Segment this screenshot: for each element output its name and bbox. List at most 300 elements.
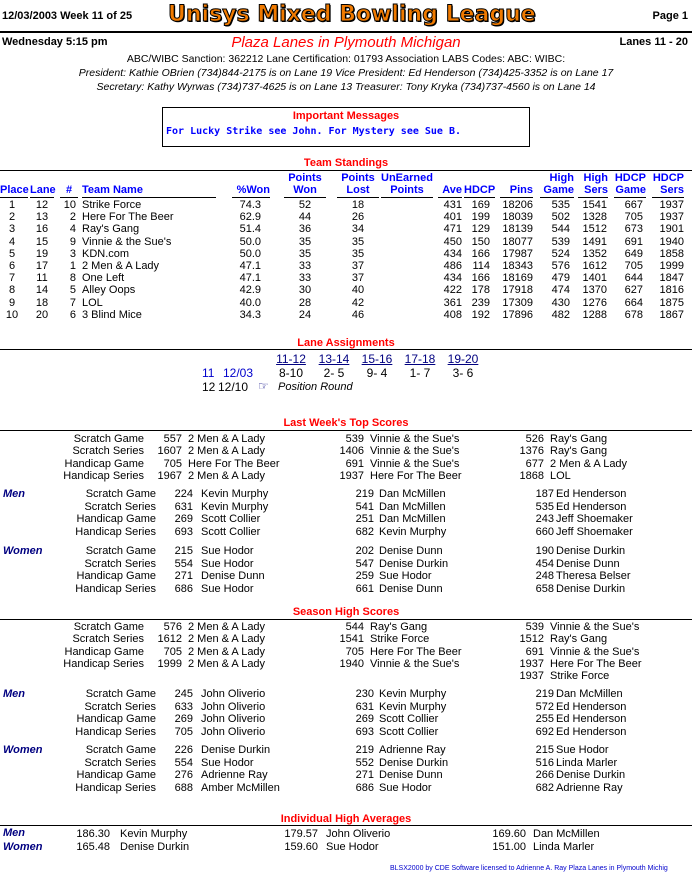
header-pins: Pins <box>509 184 533 196</box>
score-name: Here For The Beer <box>550 657 642 670</box>
cell-hs: 1541 <box>582 199 607 211</box>
header-hdg-top: HDCP <box>614 172 646 184</box>
cell-num: 9 <box>69 235 76 248</box>
score-name: Ed Henderson <box>556 488 627 500</box>
cell-ave: 408 <box>443 308 462 321</box>
header-num: # <box>65 184 73 196</box>
cell-hg: 430 <box>551 296 570 309</box>
cell-hs: 1612 <box>582 260 607 272</box>
women-average-name: Denise Durkin <box>120 841 190 853</box>
cell-hdg: 644 <box>624 272 643 285</box>
messages-text: For Lucky Strike see John. For Mystery see Sue B. <box>166 126 462 137</box>
cell-pins: 17918 <box>502 284 533 297</box>
score-name: Ed Henderson <box>556 500 627 513</box>
cell-lost: 37 <box>351 272 365 285</box>
week-date: 12/03 <box>223 366 254 380</box>
score-value: 187 <box>535 488 554 500</box>
day-time: Wednesday 5:15 pm <box>2 36 108 48</box>
header-hs-top: High <box>583 172 608 184</box>
score-value: 633 <box>174 700 193 713</box>
score-name: Dan McMillen <box>379 488 446 500</box>
score-name: Denise Dunn <box>379 545 443 557</box>
cell-hg: 576 <box>551 260 570 272</box>
cell-pins: 18077 <box>502 235 533 248</box>
men-average-value: 179.57 <box>284 828 318 840</box>
cell-hds: 1999 <box>659 260 684 272</box>
lane-matchup: 8-10 <box>278 366 304 380</box>
cell-won: 28 <box>298 296 312 309</box>
score-name: John Oliverio <box>201 713 266 725</box>
cell-lost: 37 <box>351 260 365 272</box>
score-value: 243 <box>535 513 554 525</box>
score-value: 255 <box>535 713 554 725</box>
lane-pair-header: 15-16 <box>361 352 393 366</box>
cell-hdcp: 166 <box>471 272 490 285</box>
cell-hds: 1867 <box>659 308 684 321</box>
score-name: Dan McMillen <box>379 500 446 513</box>
score-category: Scratch Game <box>85 744 156 756</box>
score-value: 693 <box>355 725 374 738</box>
score-value: 219 <box>535 688 554 700</box>
cell-hdg: 678 <box>624 308 643 321</box>
score-name: Ray's Gang <box>550 633 608 646</box>
cell-pct: 47.1 <box>239 272 261 285</box>
score-value: 1406 <box>339 445 364 458</box>
score-category: Handicap Series <box>63 657 144 670</box>
score-name: Kevin Murphy <box>201 488 269 500</box>
lane-pair-header: 19-20 <box>447 352 479 366</box>
cell-pins: 18343 <box>502 260 533 272</box>
score-value: 557 <box>163 433 182 445</box>
score-category: Handicap Series <box>63 469 144 482</box>
cell-won: 33 <box>298 260 312 272</box>
cell-hdg: 673 <box>624 223 643 236</box>
score-value: 682 <box>355 525 374 538</box>
cell-pins: 17987 <box>502 247 533 260</box>
score-name: Scott Collier <box>379 725 439 738</box>
cell-place: 5 <box>8 247 16 260</box>
score-value: 547 <box>355 557 374 570</box>
score-name: Scott Collier <box>201 513 261 525</box>
header-hs-underline <box>578 197 608 198</box>
score-value: 705 <box>345 645 364 658</box>
score-value: 631 <box>174 500 193 513</box>
cell-num: 8 <box>69 272 76 285</box>
score-category: Handicap Game <box>64 645 144 658</box>
score-name: Vinnie & the Sue's <box>370 657 460 670</box>
cell-ave: 401 <box>443 211 462 224</box>
score-name: Jeff Shoemaker <box>556 513 633 525</box>
cell-ave: 434 <box>443 272 462 285</box>
cell-won: 30 <box>298 284 312 297</box>
score-value: 219 <box>355 744 374 756</box>
software-credit: BLSX2000 by CDE Software licensed to Adrienne A. Ray Plaza Lanes in Plymouth Michig <box>390 865 668 872</box>
header-hdg-underline <box>614 197 646 198</box>
cell-lost: 40 <box>351 284 365 297</box>
cell-place: 6 <box>8 260 16 272</box>
header-won-underline <box>284 197 326 198</box>
header-hg-underline <box>540 197 574 198</box>
cell-won: 52 <box>298 199 312 211</box>
location: Plaza Lanes in Plymouth Michigan <box>231 34 461 51</box>
score-value: 539 <box>525 621 544 633</box>
cell-pins: 18039 <box>502 211 533 224</box>
score-category: Handicap Game <box>76 769 156 781</box>
header-hdg: Game <box>615 184 646 196</box>
header-hds-top: HDCP <box>652 172 684 184</box>
cell-num: 7 <box>69 296 76 309</box>
header-won-top: Points <box>288 172 322 184</box>
score-value: 658 <box>535 582 554 595</box>
cell-lost: 26 <box>351 211 365 224</box>
pointing-hand-icon: ☞ <box>258 379 269 393</box>
score-name: Ed Henderson <box>556 713 627 725</box>
sanction-line: ABC/WIBC Sanction: 362212 Lane Certification: 01793 Association LABS Codes: ABC: WIBC: <box>126 53 566 65</box>
cell-won: 36 <box>298 223 312 236</box>
score-name: Vinnie & the Sue's <box>550 645 640 658</box>
score-value: 202 <box>355 545 374 557</box>
messages-title: Important Messages <box>292 110 400 122</box>
score-category: Handicap Game <box>76 713 156 725</box>
score-name: 2 Men & A Lady <box>550 457 628 470</box>
cell-hdcp: 166 <box>471 247 490 260</box>
score-value: 224 <box>174 488 193 500</box>
cell-hds: 1940 <box>659 235 684 248</box>
score-name: John Oliverio <box>201 688 266 700</box>
women-label: Women <box>3 744 43 756</box>
score-name: Kevin Murphy <box>379 525 447 538</box>
cell-hdcp: 192 <box>471 308 490 321</box>
score-name: Denise Dunn <box>379 769 443 781</box>
standings-rule <box>0 170 692 171</box>
header-rule <box>0 31 692 33</box>
cell-lane: 20 <box>35 308 49 321</box>
averages-title: Individual High Averages <box>280 813 412 825</box>
score-name: Dan McMillen <box>379 513 446 525</box>
last-week-title: Last Week's Top Scores <box>283 417 409 429</box>
header-num-underline <box>60 197 78 198</box>
cell-team: Ray's Gang <box>82 223 140 236</box>
cell-lane: 15 <box>35 235 49 248</box>
page-number: Page 1 <box>652 10 688 22</box>
cell-ave: 361 <box>443 296 462 309</box>
score-name: Amber McMillen <box>201 781 280 794</box>
cell-hdcp: 199 <box>471 211 490 224</box>
cell-hdg: 664 <box>624 296 643 309</box>
cell-lost: 35 <box>351 247 365 260</box>
cell-place: 2 <box>8 211 16 224</box>
score-value: 215 <box>174 545 193 557</box>
cell-won: 44 <box>298 211 312 224</box>
score-value: 541 <box>355 500 374 513</box>
header-hds: Sers <box>660 184 684 196</box>
cell-hg: 524 <box>551 247 570 260</box>
score-name: 2 Men & A Lady <box>188 645 266 658</box>
score-value: 631 <box>355 700 374 713</box>
score-value: 1612 <box>157 633 182 646</box>
cell-team: Here For The Beer <box>82 211 174 224</box>
header-ue: Points <box>390 184 424 196</box>
cell-hdg: 691 <box>624 235 643 248</box>
score-value: 554 <box>174 557 193 570</box>
women-average-name: Linda Marler <box>533 841 595 853</box>
lane-matchup: 1- 7 <box>409 366 431 380</box>
cell-hs: 1352 <box>582 247 607 260</box>
header-hdcp: HDCP <box>464 184 496 196</box>
score-value: 705 <box>174 725 193 738</box>
score-category: Scratch Series <box>84 700 156 713</box>
cell-lost: 34 <box>351 223 365 236</box>
score-name: Denise Durkin <box>556 545 626 557</box>
women-average-value: 159.60 <box>284 841 318 853</box>
cell-hdcp: 114 <box>472 260 490 272</box>
cell-team: KDN.com <box>82 247 130 260</box>
season-title: Season High Scores <box>292 606 400 618</box>
score-category: Handicap Series <box>75 781 156 794</box>
cell-hg: 539 <box>551 235 570 248</box>
header-place-underline <box>0 197 28 198</box>
week-note: Position Round <box>278 381 353 393</box>
header-ave-underline <box>438 197 462 198</box>
cell-hds: 1816 <box>659 284 684 297</box>
score-name: Sue Hodor <box>201 756 254 769</box>
score-name: Ray's Gang <box>550 433 608 445</box>
score-name: Here For The Beer <box>370 469 462 482</box>
women-average-value: 165.48 <box>76 841 110 853</box>
women-label: Women <box>3 545 43 557</box>
header-place: Place <box>0 184 29 196</box>
lane-pair-header: 13-14 <box>318 352 350 366</box>
lane-pair-header: 11-12 <box>276 352 306 366</box>
cell-won: 35 <box>298 235 312 248</box>
score-value: 271 <box>174 570 193 582</box>
score-category: Handicap Series <box>75 525 156 538</box>
lane-pair-header: 17-18 <box>404 352 436 366</box>
cell-hs: 1401 <box>582 272 607 285</box>
cell-place: 1 <box>8 199 16 211</box>
score-value: 1541 <box>339 633 364 646</box>
cell-hds: 1875 <box>659 296 684 309</box>
cell-lane: 17 <box>35 260 49 272</box>
score-name: Denise Durkin <box>556 582 626 595</box>
score-name: Ed Henderson <box>556 700 627 713</box>
score-value: 686 <box>355 781 374 794</box>
score-name: Sue Hodor <box>201 557 254 570</box>
score-value: 1940 <box>339 657 364 670</box>
score-value: 1937 <box>519 657 544 670</box>
cell-lane: 13 <box>35 211 49 224</box>
score-name: Denise Durkin <box>379 557 449 570</box>
score-name: Adrienne Ray <box>201 769 268 781</box>
header-hds-underline <box>652 197 684 198</box>
averages-rule <box>0 825 692 826</box>
score-name: Denise Durkin <box>201 744 271 756</box>
header-pins-underline <box>500 197 533 198</box>
score-value: 691 <box>345 457 364 470</box>
cell-ave: 471 <box>443 223 462 236</box>
header-lane: Lane <box>30 184 56 196</box>
women-average-value: 151.00 <box>492 841 526 853</box>
header-hdcp-underline <box>464 197 495 198</box>
header-lost-underline <box>337 197 379 198</box>
header-hg-top: High <box>549 172 574 184</box>
score-category: Scratch Series <box>72 633 144 646</box>
score-category: Handicap Series <box>75 582 156 595</box>
cell-team: 2 Men & A Lady <box>82 260 160 272</box>
cell-hdg: 627 <box>624 284 643 297</box>
score-name: Vinnie & the Sue's <box>370 457 460 470</box>
cell-hds: 1937 <box>659 199 684 211</box>
score-category: Scratch Series <box>84 500 156 513</box>
score-name: Sue Hodor <box>201 545 254 557</box>
women-average-name: Sue Hodor <box>326 841 379 853</box>
cell-place: 4 <box>8 235 16 248</box>
season-rule <box>0 619 692 620</box>
score-value: 544 <box>345 621 364 633</box>
cell-pct: 51.4 <box>239 223 261 236</box>
lane-matchup: 3- 6 <box>452 366 474 380</box>
cell-place: 9 <box>8 296 16 309</box>
score-value: 1868 <box>519 469 544 482</box>
cell-hs: 1491 <box>582 235 607 248</box>
cell-pins: 17309 <box>502 296 533 309</box>
score-name: Adrienne Ray <box>379 744 446 756</box>
score-category: Scratch Game <box>73 433 144 445</box>
score-category: Handicap Game <box>76 570 156 582</box>
score-value: 251 <box>355 513 374 525</box>
cell-pct: 42.9 <box>239 284 261 297</box>
score-name: Kevin Murphy <box>379 688 447 700</box>
header-hs: Sers <box>584 184 608 196</box>
cell-place: 10 <box>5 308 19 321</box>
score-name: Scott Collier <box>379 713 439 725</box>
lane-assignments-rule <box>0 349 692 350</box>
cell-team: Vinnie & the Sue's <box>82 235 172 248</box>
score-name: Vinnie & the Sue's <box>370 433 460 445</box>
cell-hdcp: 169 <box>471 199 490 211</box>
cell-pct: 74.3 <box>239 199 261 211</box>
cell-hg: 474 <box>551 284 570 297</box>
cell-num: 4 <box>69 223 76 236</box>
cell-hg: 482 <box>551 308 570 321</box>
date-week: 12/03/2003 Week 11 of 25 <box>2 10 133 22</box>
score-name: Sue Hodor <box>201 582 254 595</box>
score-name: Theresa Belser <box>556 570 631 582</box>
cell-hs: 1370 <box>582 284 607 297</box>
cell-hs: 1288 <box>582 308 607 321</box>
officers-line-2: Secretary: Kathy Wyrwas (734)737-4625 is on Lane 13 Treasurer: Tony Kryka (734)737-4560 is on Lane 14 <box>96 81 596 93</box>
cell-hs: 1276 <box>582 296 607 309</box>
cell-pct: 34.3 <box>239 308 261 321</box>
score-name: Dan McMillen <box>556 688 623 700</box>
cell-hds: 1901 <box>659 223 684 236</box>
score-name: 2 Men & A Lady <box>188 433 266 445</box>
score-name: Kevin Murphy <box>379 700 447 713</box>
league-title: Unisys Mixed Bowling League <box>168 2 536 27</box>
standings-title: Team Standings <box>303 157 389 169</box>
score-value: 554 <box>174 756 193 769</box>
averages-women-label: Women <box>3 841 43 853</box>
men-average-value: 169.60 <box>492 828 526 840</box>
cell-hs: 1328 <box>582 211 607 224</box>
score-category: Scratch Series <box>72 445 144 458</box>
cell-hdcp: 129 <box>471 223 490 236</box>
lanes-range: Lanes 11 - 20 <box>619 36 688 48</box>
score-value: 215 <box>535 744 554 756</box>
men-label: Men <box>3 688 25 700</box>
cell-won: 24 <box>298 308 312 321</box>
men-label: Men <box>3 488 25 500</box>
score-name: Denise Dunn <box>556 557 620 570</box>
score-value: 677 <box>525 457 544 470</box>
header-ue-top: UnEarned <box>381 172 433 184</box>
cell-place: 3 <box>8 223 16 236</box>
cell-hdcp: 150 <box>471 235 490 248</box>
score-name: Here For The Beer <box>188 457 280 470</box>
cell-hdg: 705 <box>624 211 643 224</box>
score-category: Scratch Game <box>85 545 156 557</box>
officers-line-1: President: Kathie OBrien (734)844-2175 is on Lane 19 Vice President: Ed Henderson (734)425-3352 is on Lane 17 <box>78 67 614 79</box>
score-value: 705 <box>163 645 182 658</box>
cell-pct: 50.0 <box>239 235 261 248</box>
header-team-underline <box>82 197 216 198</box>
cell-pct: 47.1 <box>239 260 261 272</box>
score-name: Denise Dunn <box>379 582 443 595</box>
cell-hs: 1512 <box>582 223 607 236</box>
score-name: Strike Force <box>370 633 430 646</box>
cell-team: Strike Force <box>82 199 142 211</box>
last-week-rule <box>0 430 692 431</box>
score-name: Strike Force <box>550 670 610 683</box>
cell-ave: 434 <box>443 247 462 260</box>
score-category: Scratch Game <box>85 688 156 700</box>
men-average-name: Kevin Murphy <box>120 828 188 840</box>
score-category: Scratch Game <box>85 488 156 500</box>
score-name: Sue Hodor <box>379 570 432 582</box>
week-number: 12 <box>202 380 216 394</box>
score-value: 266 <box>535 769 554 781</box>
score-name: Vinnie & the Sue's <box>550 621 640 633</box>
score-value: 248 <box>535 570 554 582</box>
cell-lost: 46 <box>351 308 365 321</box>
header-pct: %Won <box>236 184 270 196</box>
score-value: 1967 <box>157 469 182 482</box>
score-value: 691 <box>525 645 544 658</box>
cell-hds: 1937 <box>659 211 684 224</box>
score-name: Jeff Shoemaker <box>556 525 633 538</box>
score-category: Scratch Series <box>84 756 156 769</box>
score-name: John Oliverio <box>201 725 266 738</box>
score-value: 1937 <box>519 670 544 683</box>
score-value: 226 <box>174 744 193 756</box>
score-value: 552 <box>355 756 374 769</box>
cell-pins: 18139 <box>502 223 533 236</box>
score-value: 269 <box>355 713 374 725</box>
score-name: Sue Hodor <box>556 744 609 756</box>
cell-place: 7 <box>8 272 16 285</box>
score-value: 269 <box>174 513 193 525</box>
cell-hg: 535 <box>551 199 570 211</box>
lane-matchup: 2- 5 <box>323 366 345 380</box>
score-name: Linda Marler <box>556 756 618 769</box>
score-value: 230 <box>355 688 374 700</box>
score-name: Scott Collier <box>201 525 261 538</box>
header-pct-underline <box>232 197 270 198</box>
score-name: Denise Durkin <box>379 756 449 769</box>
cell-lost: 42 <box>351 296 365 309</box>
score-category: Handicap Game <box>76 513 156 525</box>
week-date: 12/10 <box>218 380 249 394</box>
